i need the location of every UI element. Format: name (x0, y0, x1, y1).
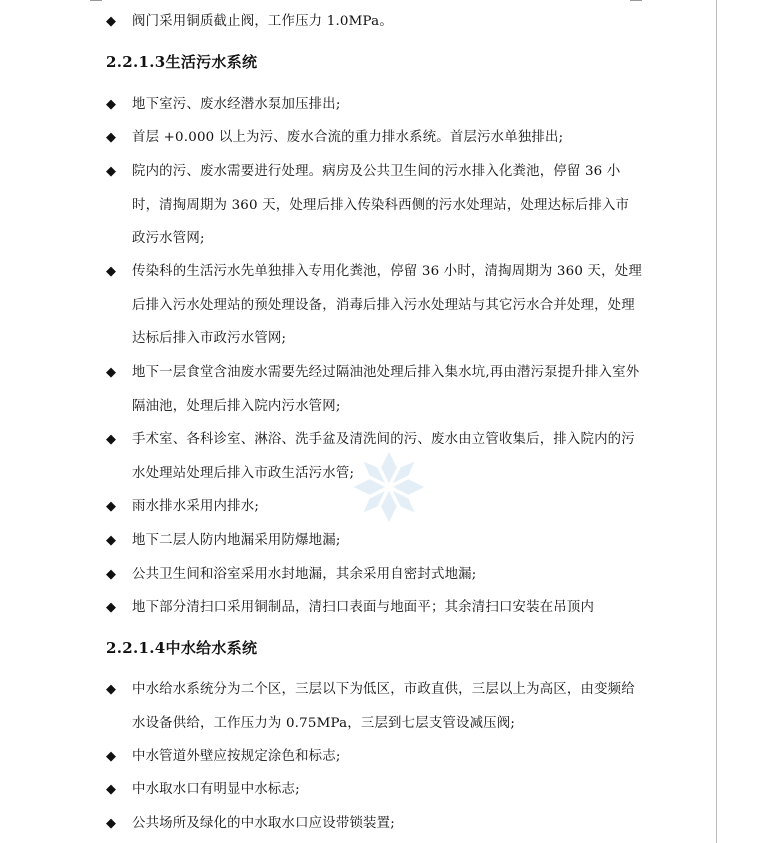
list-item-text: 地下一层食堂含油废水需要先经过隔油池处理后排入集水坑,再由潜污泵提升排入室外隔油池，处理后排入院内污水管网; (132, 365, 640, 414)
bullet-diamond-icon: ◆ (106, 97, 117, 112)
bullet-diamond-icon: ◆ (106, 432, 117, 447)
list-item-text: 公共卫生间和浴室采用水封地漏，其余采用自密封式地漏; (132, 567, 477, 582)
list-item-text: 院内的污、废水需要进行处理。病房及公共卫生间的污水排入化粪池，停留 36 小时，清掏周期为 360 天，处理后排入传染科西侧的污水处理站，处理达标后排入市政污水管网; (132, 164, 630, 246)
list-item (106, 807, 642, 841)
list-item (106, 524, 642, 558)
list-item (106, 356, 642, 423)
list-item-text: 中水取水口有明显中水标志; (132, 782, 300, 797)
list-item (106, 121, 642, 155)
list-item (106, 673, 642, 740)
list-item-text: 地下二层人防内地漏采用防爆地漏; (132, 533, 341, 548)
list-item-text: 传染科的生活污水先单独排入专用化粪池，停留 36 小时，清掏周期为 360 天，处理后排入污水处理站的预处理设备，消毒后排入污水处理站与其它污水合并处理，处理达标后排入市政污水管网; (132, 264, 642, 346)
page-corner-mark (90, 0, 102, 1)
list-item-text: 公共场所及绿化的中水取水口应设带锁装置; (132, 816, 395, 831)
snowflake-watermark-icon (350, 448, 428, 526)
bullet-diamond-icon: ◆ (106, 264, 117, 279)
page-right-edge (716, 0, 717, 843)
list-item-text: 中水给水系统分为二个区，三层以下为低区，市政直供，三层以上为高区，由变频给水设备供给，工作压力为 0.75MPa，三层到七层支管设减压阀; (132, 682, 635, 731)
list-item (106, 740, 642, 774)
section-heading: 2.2.1.4中水给水系统 (106, 639, 258, 657)
list-item-text: 首层 +0.000 以上为污、废水合流的重力排水系统。首层污水单独排出; (132, 130, 564, 145)
bullet-diamond-icon: ◆ (106, 533, 117, 548)
bullet-diamond-icon: ◆ (106, 14, 117, 29)
bullet-diamond-icon: ◆ (106, 600, 117, 615)
list-item (106, 5, 642, 39)
list-item (106, 591, 642, 625)
list-item (106, 773, 642, 807)
list-item-text: 地下部分清扫口采用铜制品，清扫口表面与地面平；其余清扫口安装在吊顶内 (132, 600, 595, 615)
list-item (106, 155, 642, 256)
bullet-diamond-icon: ◆ (106, 365, 117, 380)
bullet-diamond-icon: ◆ (106, 499, 117, 514)
bullet-diamond-icon: ◆ (106, 682, 117, 697)
list-item-text: 阀门采用铜质截止阀，工作压力 1.0MPa。 (132, 14, 393, 29)
list-item-text: 手术室、各科诊室、淋浴、洗手盆及清洗间的污、废水由立管收集后，排入院内的污水处理站处理后排入市政生活污水管; (132, 432, 635, 481)
page-corner-mark (630, 0, 642, 1)
list-item-text: 地下室污、废水经潜水泵加压排出; (132, 97, 341, 112)
section-heading: 2.2.1.3生活污水系统 (106, 53, 258, 71)
bullet-diamond-icon: ◆ (106, 749, 117, 764)
bullet-diamond-icon: ◆ (106, 816, 117, 831)
bullet-diamond-icon: ◆ (106, 164, 117, 179)
bullet-diamond-icon: ◆ (106, 782, 117, 797)
bullet-diamond-icon: ◆ (106, 130, 117, 145)
list-item-text: 雨水排水采用内排水; (132, 499, 260, 514)
list-item-text: 中水管道外壁应按规定涂色和标志; (132, 749, 341, 764)
list-item (106, 88, 642, 122)
bullet-diamond-icon: ◆ (106, 567, 117, 582)
list-item (106, 255, 642, 356)
list-item (106, 558, 642, 592)
